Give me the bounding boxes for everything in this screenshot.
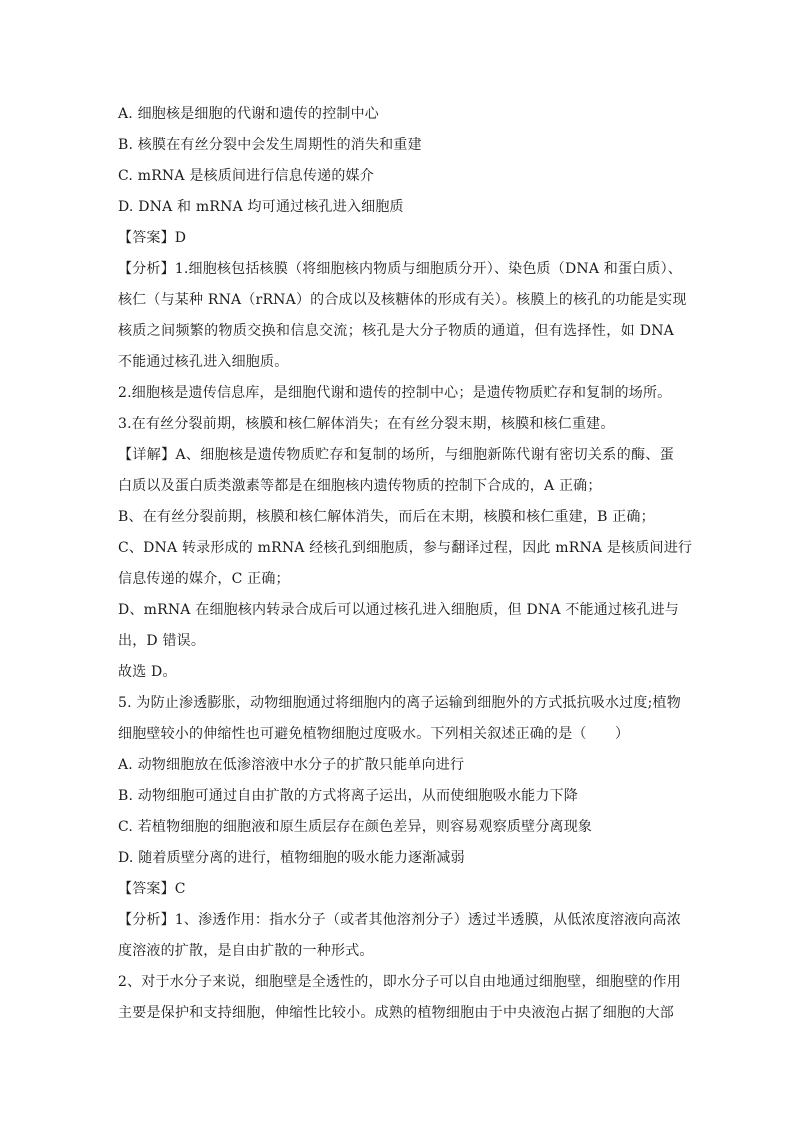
option-b: B. 核膜在有丝分裂中会发生周期性的消失和重建 (118, 137, 422, 153)
answer-label: 【答案】C (118, 881, 186, 897)
detail-line: B、在有丝分裂前期，核膜和核仁解体消失，而后在末期，核膜和核仁重建，B 正确； (118, 509, 655, 525)
analysis-line: 核质之间频繁的物质交换和信息交流；核孔是大分子物质的通道，但有选择性，如 DNA (118, 323, 674, 339)
analysis-line: 【分析】1、渗透作用：指水分子（或者其他溶剂分子）透过半透膜，从低浓度溶液向高浓 (118, 912, 681, 928)
detail-line: 信息传递的媒介，C 正确； (118, 571, 290, 587)
option-c: C. mRNA 是核质间进行信息传递的媒介 (118, 168, 374, 184)
answer-label: 【答案】D (118, 230, 187, 246)
conclusion-line: 故选 D。 (118, 664, 177, 680)
option-c: C. 若植物细胞的细胞液和原生质层存在颜色差异，则容易观察质壁分离现象 (118, 819, 593, 835)
option-d: D. 随着质壁分离的进行，植物细胞的吸水能力逐渐减弱 (118, 850, 465, 866)
detail-line: D、mRNA 在细胞核内转录合成后可以通过核孔进入细胞质，但 DNA 不能通过核孔进与 (118, 602, 679, 618)
question-stem: 5. 为防止渗透膨胀，动物细胞通过将细胞内的离子运输到细胞外的方式抵抗吸水过度;植物 (118, 695, 681, 711)
detail-line: 白质以及蛋白质类激素等都是在细胞核内遗传物质的控制下合成的，A 正确； (118, 478, 602, 494)
analysis-line: 2、对于水分子来说，细胞壁是全透性的，即水分子可以自由地通过细胞壁，细胞壁的作用 (118, 974, 681, 990)
analysis-line: 核仁（与某种 RNA（rRNA）的合成以及核糖体的形成有关）。核膜上的核孔的功能是实现 (118, 292, 687, 308)
analysis-line: 不能通过核孔进入细胞质。 (118, 354, 289, 370)
detail-line: 【详解】A、细胞核是遗传物质贮存和复制的场所，与细胞新陈代谢有密切关系的酶、蛋 (118, 447, 674, 463)
analysis-line: 3.在有丝分裂前期，核膜和核仁解体消失；在有丝分裂末期，核膜和核仁重建。 (118, 416, 615, 432)
detail-line: C、DNA 转录形成的 mRNA 经核孔到细胞质，参与翻译过程，因此 mRNA 是核质间进行 (118, 540, 693, 556)
option-a: A. 动物细胞放在低渗溶液中水分子的扩散只能单向进行 (118, 757, 465, 773)
option-d: D. DNA 和 mRNA 均可通过核孔进入细胞质 (118, 199, 404, 215)
analysis-line: 主要是保护和支持细胞，伸缩性比较小。成熟的植物细胞由于中央液泡占据了细胞的大部 (118, 1005, 674, 1021)
option-a: A. 细胞核是细胞的代谢和遗传的控制中心 (118, 106, 380, 122)
question-stem: 细胞壁较小的伸缩性也可避免植物细胞过度吸水。下列相关叙述正确的是（ ） (118, 726, 630, 742)
option-b: B. 动物细胞可通过自由扩散的方式将离子运出，从而使细胞吸水能力下降 (118, 788, 578, 804)
detail-line: 出，D 错误。 (118, 633, 206, 649)
analysis-line: 度溶液的扩散，是自由扩散的一种形式。 (118, 943, 374, 959)
analysis-line: 2.细胞核是遗传信息库，是细胞代谢和遗传的控制中心；是遗传物质贮存和复制的场所。 (118, 385, 672, 401)
analysis-line: 【分析】1.细胞核包括核膜（将细胞核内物质与细胞质分开）、染色质（DNA 和蛋白质）、 (118, 261, 682, 277)
